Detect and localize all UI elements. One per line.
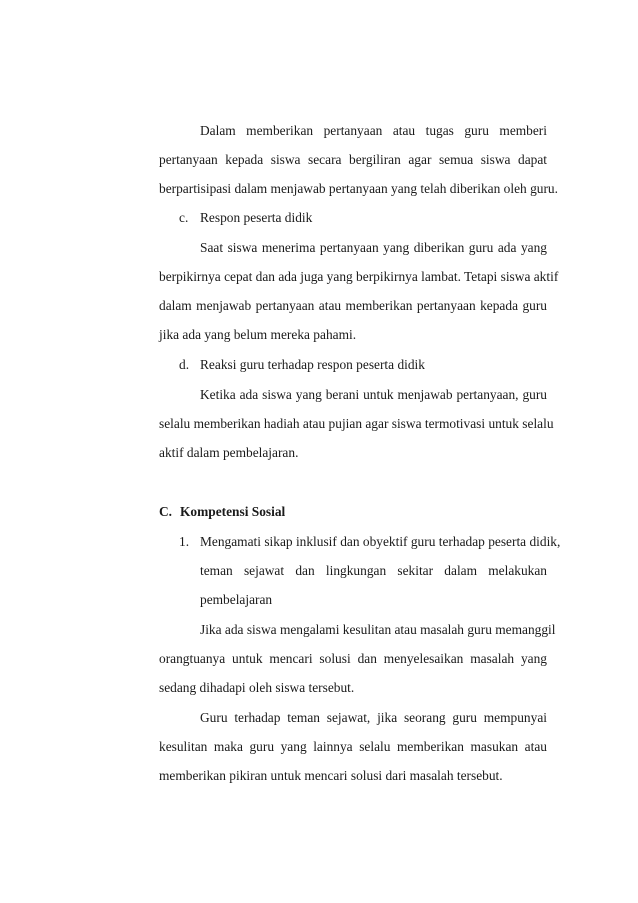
paragraph-line: sedang dihadapi oleh siswa tersebut. — [159, 680, 355, 695]
paragraph-line: Jika ada siswa mengalami kesulitan atau masalah guru memanggil — [200, 622, 556, 637]
paragraph-line: Saat siswa menerima pertanyaan yang diberikan guru ada yang — [200, 240, 547, 255]
paragraph-line: berpartisipasi dalam menjawab pertanyaan yang telah diberikan oleh guru. — [159, 181, 558, 196]
paragraph-line: Guru terhadap teman sejawat, jika seorang guru mempunyai — [200, 710, 547, 725]
section-heading-kompetensi-sosial: Kompetensi Sosial — [180, 504, 286, 519]
subheading-respon-peserta-didik: Respon peserta didik — [200, 210, 313, 225]
paragraph-line: orangtuanya untuk mencari solusi dan menyelesaikan masalah yang — [159, 651, 547, 666]
paragraph-line: berpikirnya cepat dan ada juga yang berpikirnya lambat. Tetapi siswa aktif — [159, 269, 559, 284]
section-marker-c: C. — [159, 504, 173, 519]
paragraph-line: Ketika ada siswa yang berani untuk menjawab pertanyaan, guru — [200, 387, 547, 402]
list-item-title-line: teman sejawat dan lingkungan sekitar dalam melakukan — [200, 563, 547, 578]
paragraph-line: Dalam memberikan pertanyaan atau tugas guru memberi — [200, 123, 547, 138]
list-marker-d: d. — [179, 357, 190, 372]
subheading-reaksi-guru: Reaksi guru terhadap respon peserta didik — [200, 357, 425, 372]
paragraph-line: dalam menjawab pertanyaan atau memberikan pertanyaan kepada guru — [159, 298, 547, 313]
list-item-title-line: pembelajaran — [200, 592, 273, 607]
paragraph-line: kesulitan maka guru yang lainnya selalu memberikan masukan atau — [159, 739, 547, 754]
list-marker-1: 1. — [179, 534, 190, 549]
paragraph-line: memberikan pikiran untuk mencari solusi dari masalah tersebut. — [159, 768, 503, 783]
list-item-title-line: Mengamati sikap inklusif dan obyektif guru terhadap peserta didik, — [200, 534, 561, 549]
paragraph-line: aktif dalam pembelajaran. — [159, 445, 299, 460]
paragraph-line: selalu memberikan hadiah atau pujian agar siswa termotivasi untuk selalu — [159, 416, 554, 431]
paragraph-line: jika ada yang belum mereka pahami. — [159, 327, 357, 342]
list-marker-c: c. — [179, 210, 189, 225]
paragraph-line: pertanyaan kepada siswa secara bergiliran agar semua siswa dapat — [159, 152, 547, 167]
